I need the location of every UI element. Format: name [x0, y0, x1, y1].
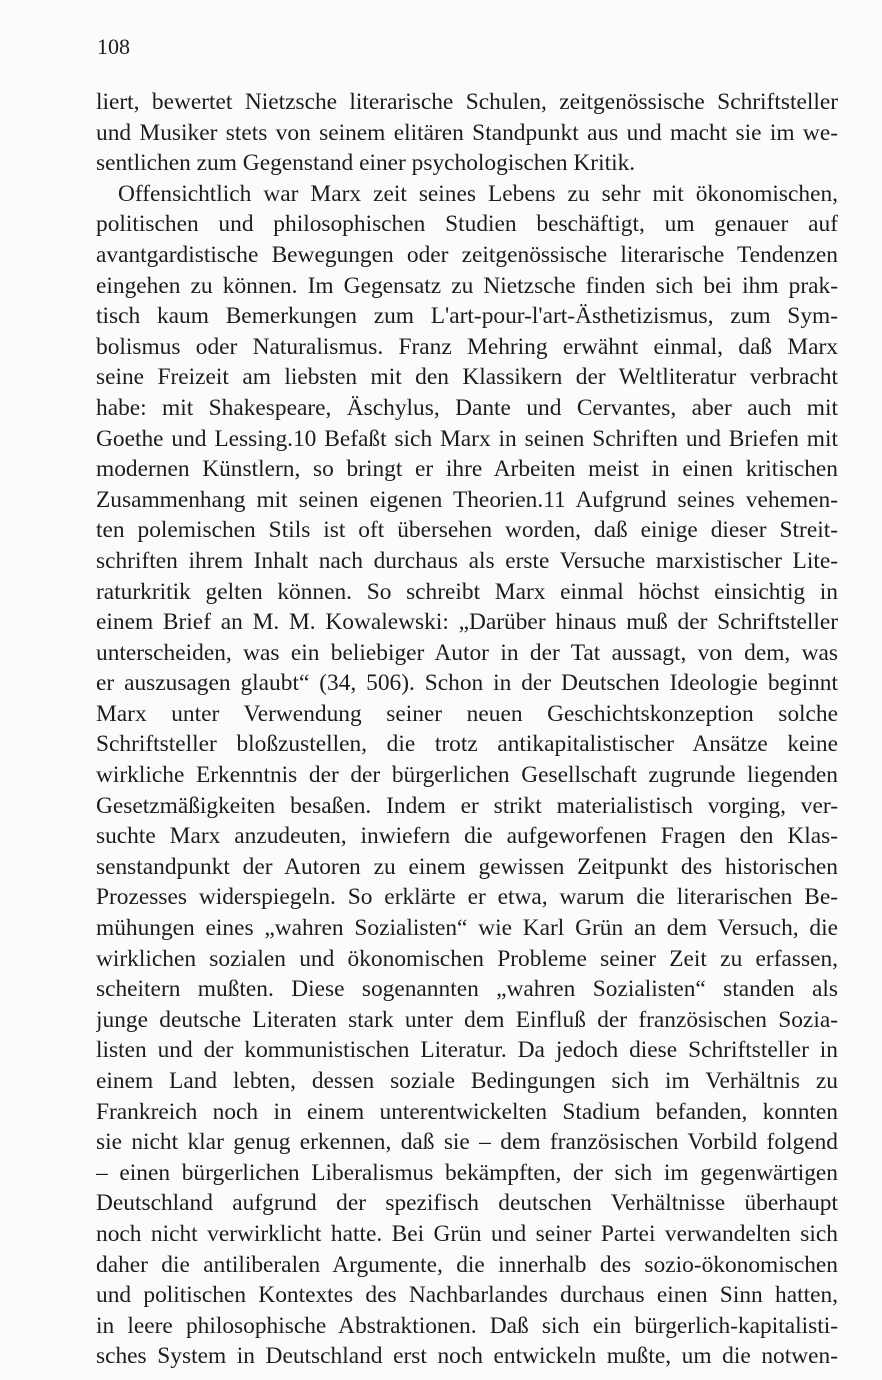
- text-line: noch nicht verwirklicht hatte. Bei Grün und seiner Partei verwandelten sich: [96, 1220, 838, 1247]
- text-line: Schriftsteller bloßzustellen, die trotz antikapitalistischer Ansätze keine: [96, 731, 838, 758]
- text-line: ten polemischen Stils ist oft übersehen worden, daß einige dieser Streit-: [96, 517, 838, 544]
- text-line: Goethe und Lessing.10 Befaßt sich Marx in seinen Schriften und Briefen mit: [96, 425, 838, 452]
- text-line: einem Brief an M. M. Kowalewski: „Darüber hinaus muß der Schriftsteller: [96, 609, 838, 636]
- text-line: einem Land lebten, dessen soziale Bedingungen sich im Verhältnis zu: [96, 1068, 838, 1094]
- text-line: Deutschland aufgrund der spezifisch deutschen Verhältnisse überhaupt: [96, 1190, 838, 1217]
- text-line: sie nicht klar genug erkennen, daß sie – dem französischen Vorbild folgend: [96, 1129, 838, 1156]
- text-line: habe: mit Shakespeare, Äschylus, Dante und Cervantes, aber auch mit: [96, 394, 838, 421]
- text-line: wirklichen sozialen und ökonomischen Probleme seiner Zeit zu erfassen,: [96, 945, 838, 972]
- text-line: sentlichen zum Gegenstand einer psychologischen Kritik.: [96, 150, 636, 177]
- text-line: er auszusagen glaubt“ (34, 506). Schon in der Deutschen Ideologie beginnt: [96, 670, 838, 697]
- page-number: 108: [97, 34, 130, 59]
- text-line: junge deutsche Literaten stark unter dem Einfluß der französischen Sozia-: [96, 1006, 838, 1033]
- text-line: daher die antiliberalen Argumente, die innerhalb des sozio-ökonomischen: [96, 1251, 838, 1278]
- text-line: Frankreich noch in einem unterentwickelten Stadium befanden, konnten: [96, 1098, 838, 1125]
- text-line: listen und der kommunistischen Literatur. Da jedoch diese Schriftsteller in: [96, 1037, 838, 1064]
- body-text: [96, 87, 838, 1372]
- text-line: und politischen Kontextes des Nachbarlandes durchaus einen Sinn hatten,: [96, 1282, 838, 1309]
- text-line: liert, bewertet Nietzsche literarische Schulen, zeitgenössische Schriftsteller: [96, 89, 838, 115]
- text-line: raturkritik gelten können. So schreibt Marx einmal höchst einsichtig in: [96, 578, 838, 605]
- text-line: Offensichtlich war Marx zeit seines Lebens zu sehr mit ökonomischen,: [118, 180, 838, 207]
- text-line: sches System in Deutschland erst noch entwickeln mußte, um die notwen-: [96, 1343, 838, 1370]
- text-line: avantgardistische Bewegungen oder zeitgenössische literarische Tendenzen: [96, 241, 838, 268]
- text-line: senstandpunkt der Autoren zu einem gewissen Zeitpunkt des historischen: [96, 853, 838, 880]
- text-line: – einen bürgerlichen Liberalismus bekämpften, der sich im gegenwärtigen: [96, 1159, 838, 1186]
- text-line: Prozesses widerspiegeln. So erklärte er etwa, warum die literarischen Be-: [96, 884, 838, 911]
- text-line: suchte Marx anzudeuten, inwiefern die aufgeworfenen Fragen den Klas-: [96, 823, 838, 850]
- text-line: schriften ihrem Inhalt nach durchaus als erste Versuche marxistischer Lite-: [96, 547, 838, 574]
- text-line: modernen Künstlern, so bringt er ihre Arbeiten meist in einen kritischen: [96, 456, 838, 483]
- text-line: und Musiker stets von seinem elitären Standpunkt aus und macht sie im we-: [96, 119, 838, 146]
- text-line: Marx unter Verwendung seiner neuen Geschichtskonzeption solche: [96, 700, 838, 727]
- text-line: bolismus oder Naturalismus. Franz Mehring erwähnt einmal, daß Marx: [96, 333, 838, 360]
- text-line: tisch kaum Bemerkungen zum L'art-pour-l'art-Ästhetizismus, zum Sym-: [96, 303, 838, 330]
- text-line: unterscheiden, was ein beliebiger Autor in der Tat aussagt, von dem, was: [96, 639, 838, 666]
- text-line: politischen und philosophischen Studien beschäftigt, um genauer auf: [96, 211, 838, 238]
- text-line: scheitern mußten. Diese sogenannten „wahren Sozialisten“ standen als: [96, 976, 838, 1003]
- text-line: Zusammenhang mit seinen eigenen Theorien.11 Aufgrund seines vehemen-: [96, 486, 838, 513]
- text-line: wirkliche Erkenntnis der der bürgerlichen Gesellschaft zugrunde liegenden: [96, 762, 838, 789]
- text-line: seine Freizeit am liebsten mit den Klassikern der Weltliteratur verbracht: [96, 364, 838, 391]
- text-line: in leere philosophische Abstraktionen. Daß sich ein bürgerlich-kapitalisti-: [96, 1312, 838, 1339]
- text-line: mühungen eines „wahren Sozialisten“ wie Karl Grün an dem Versuch, die: [96, 915, 838, 942]
- text-line: eingehen zu können. Im Gegensatz zu Nietzsche finden sich bei ihm prak-: [96, 272, 838, 299]
- text-line: Gesetzmäßigkeiten besaßen. Indem er strikt materialistisch vorging, ver-: [96, 792, 838, 819]
